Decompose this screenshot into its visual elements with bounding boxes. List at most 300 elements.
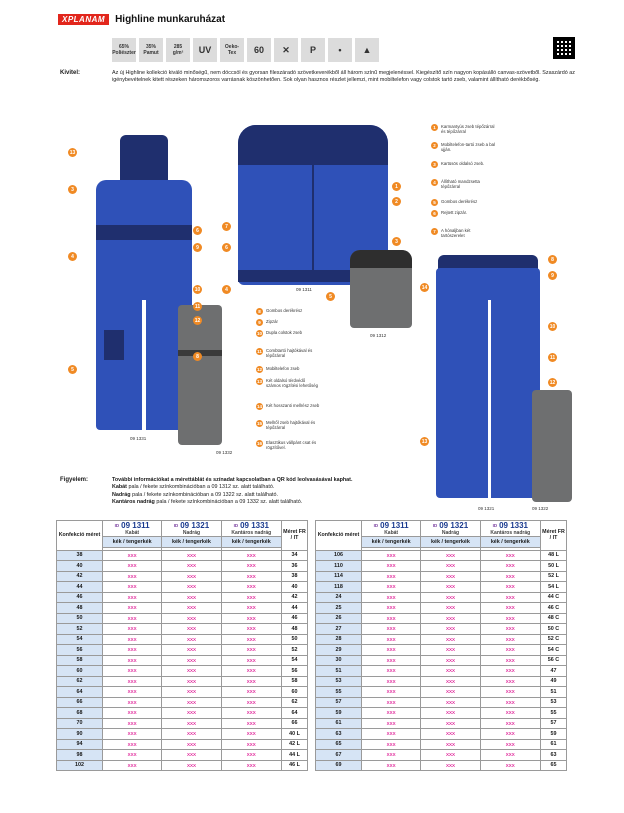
product-code (363, 521, 419, 530)
fr-size-cell: 42 (282, 592, 308, 603)
product-code (163, 521, 219, 530)
callout-marker: 4 (68, 252, 77, 261)
availability-mark: XXX (362, 645, 421, 656)
fr-size-cell: 47 (541, 666, 567, 677)
feature-text: Rejtett zipzár. (441, 210, 468, 215)
product-prefix: ID (492, 523, 498, 529)
product-code (482, 521, 539, 530)
fr-size-cell: 50 L (541, 561, 567, 572)
size-cell: 56 (57, 645, 103, 656)
size-cell: 110 (316, 561, 362, 572)
size-cell: 68 (57, 708, 103, 719)
callout-marker: 9 (548, 271, 557, 280)
availability-mark: XXX (480, 708, 540, 719)
availability-mark: XXX (103, 550, 162, 561)
availability-mark: XXX (362, 550, 421, 561)
fr-size-cell: 66 (282, 718, 308, 729)
fr-size-cell: 34 (282, 550, 308, 561)
availability-mark: XXX (421, 655, 480, 666)
availability-mark: XXX (362, 750, 421, 761)
availability-mark: XXX (162, 613, 221, 624)
fr-size-cell: 61 (541, 739, 567, 750)
availability-mark: XXX (480, 655, 540, 666)
availability-mark: XXX (162, 624, 221, 635)
size-cell: 114 (316, 571, 362, 582)
feature-text: Zipzár (266, 319, 278, 324)
table-row (57, 624, 308, 635)
callout-marker: 5 (68, 365, 77, 374)
fr-size-cell: 44 (282, 603, 308, 614)
fr-size-cell: 55 (541, 708, 567, 719)
availability-mark: XXX (103, 708, 162, 719)
availability-mark: XXX (162, 687, 221, 698)
availability-mark: XXX (421, 634, 480, 645)
feature-number: 5 (431, 199, 438, 206)
table-header-row (57, 521, 308, 537)
feature-item (256, 348, 320, 359)
fr-size-cell: 58 (282, 676, 308, 687)
availability-mark: XXX (221, 561, 281, 572)
table-row (57, 760, 308, 771)
availability-mark: XXX (421, 561, 480, 572)
product-prefix: ID (114, 523, 120, 529)
product-code-text: 09 1331 (499, 521, 528, 530)
table-row (57, 708, 308, 719)
availability-mark: XXX (103, 760, 162, 771)
availability-mark: XXX (480, 645, 540, 656)
fr-size-cell: 46 (282, 613, 308, 624)
table-row (316, 613, 567, 624)
overall-code: 09 1331 (130, 436, 147, 441)
size-cell: 66 (57, 697, 103, 708)
availability-mark: XXX (421, 687, 480, 698)
availability-mark: XXX (162, 603, 221, 614)
feature-item (431, 179, 495, 190)
feature-item (431, 142, 495, 153)
availability-mark: XXX (480, 729, 540, 740)
availability-mark: XXX (162, 697, 221, 708)
fr-size-cell: 54 C (541, 645, 567, 656)
spec-box: P (301, 38, 325, 62)
size-cell: 28 (316, 634, 362, 645)
fr-size-cell: 52 (282, 645, 308, 656)
availability-mark: XXX (221, 739, 281, 750)
konf-header: Konfekció méret (57, 521, 103, 551)
fr-header: Méret FR / IT (541, 521, 567, 551)
table-row (316, 645, 567, 656)
availability-mark: XXX (362, 739, 421, 750)
description-label: Kivitel: (60, 70, 81, 76)
callout-marker: 12 (549, 379, 556, 386)
availability-mark: XXX (421, 571, 480, 582)
callout-marker: 3 (392, 237, 401, 246)
product-code-text: 09 1311 (121, 521, 150, 530)
fr-size-cell: 56 (282, 666, 308, 677)
page-header (58, 14, 225, 25)
fr-size-cell: 48 (282, 624, 308, 635)
fr-size-cell: 44 C (541, 592, 567, 603)
availability-mark: XXX (103, 645, 162, 656)
feature-number: 14 (256, 403, 262, 409)
size-cell: 26 (316, 613, 362, 624)
table-row (57, 634, 308, 645)
feature-number: 12 (256, 366, 262, 372)
fr-header: Méret FR / IT (282, 521, 308, 551)
feature-text: A hónaljban két tartószerelet (441, 228, 471, 239)
availability-mark: XXX (480, 750, 540, 761)
size-cell: 60 (57, 666, 103, 677)
table-row (57, 697, 308, 708)
table-row (316, 624, 567, 635)
availability-mark: XXX (103, 718, 162, 729)
availability-mark: XXX (480, 550, 540, 561)
fr-size-cell: 48 L (541, 550, 567, 561)
feature-item (256, 403, 320, 410)
fr-size-cell: 50 C (541, 624, 567, 635)
fr-size-cell: 36 (282, 561, 308, 572)
size-cell: 46 (57, 592, 103, 603)
availability-mark: XXX (103, 613, 162, 624)
availability-mark: XXX (221, 613, 281, 624)
callout-marker: 14 (421, 284, 428, 291)
availability-mark: XXX (103, 687, 162, 698)
feature-item (256, 308, 320, 315)
availability-mark: XXX (421, 550, 480, 561)
availability-mark: XXX (162, 729, 221, 740)
size-cell: 63 (316, 729, 362, 740)
availability-mark: XXX (103, 655, 162, 666)
callout-marker: 7 (222, 222, 231, 231)
page-title: Highline munkaruházat (115, 14, 226, 25)
jacket-grey-code: 09 1312 (370, 333, 387, 338)
availability-mark: XXX (103, 666, 162, 677)
fr-size-cell: 51 (541, 687, 567, 698)
availability-mark: XXX (162, 582, 221, 593)
callout-marker: 9 (193, 243, 202, 252)
availability-mark: XXX (480, 676, 540, 687)
table-header-row (316, 521, 567, 537)
availability-mark: XXX (480, 603, 540, 614)
feature-text: Állítható mandzsetta tépőzárral (441, 179, 480, 190)
callout-marker: 13 (421, 438, 428, 445)
callout-marker: 6 (193, 226, 202, 235)
availability-mark: XXX (421, 666, 480, 677)
note-text (112, 477, 492, 506)
table-row (57, 718, 308, 729)
availability-mark: XXX (362, 655, 421, 666)
table-row (57, 592, 308, 603)
feature-number: 7 (431, 228, 438, 235)
availability-mark: XXX (421, 592, 480, 603)
table-row (316, 550, 567, 561)
size-cell: 90 (57, 729, 103, 740)
table-row (57, 613, 308, 624)
table-row (57, 571, 308, 582)
product-name: Kabát (125, 530, 140, 536)
product-name: Kantáros nadrág (231, 530, 272, 536)
feature-item (256, 378, 320, 389)
size-cell: 29 (316, 645, 362, 656)
feature-number: 11 (257, 348, 262, 354)
size-cell: 61 (316, 718, 362, 729)
product-header (480, 521, 540, 537)
feature-text: Elasztikus vállpánt csat és rögzítővel. (266, 440, 317, 451)
fr-size-cell: 49 (541, 676, 567, 687)
product-code-text: 09 1331 (240, 521, 269, 530)
size-cell: 106 (316, 550, 362, 561)
size-cell: 59 (316, 708, 362, 719)
note-line-4: Kantáros nadrág pala / fekete színkombinációban a 09 1332 sz. alatt található. (112, 498, 303, 505)
size-cell: 52 (57, 624, 103, 635)
availability-mark: XXX (421, 613, 480, 624)
fr-size-cell: 57 (541, 718, 567, 729)
fr-size-cell: 54 (282, 655, 308, 666)
table-row (57, 739, 308, 750)
table-row (316, 603, 567, 614)
availability-mark: XXX (362, 708, 421, 719)
callout-marker: 2 (392, 197, 401, 206)
table-row (57, 687, 308, 698)
size-table-right (315, 520, 567, 771)
size-cell: 40 (57, 561, 103, 572)
fr-size-cell: 40 L (282, 729, 308, 740)
availability-mark: XXX (162, 634, 221, 645)
availability-mark: XXX (480, 613, 540, 624)
availability-mark: XXX (162, 550, 221, 561)
fr-size-cell: 48 C (541, 613, 567, 624)
availability-mark: XXX (480, 624, 540, 635)
table-row (316, 718, 567, 729)
fr-size-cell: 44 L (282, 750, 308, 761)
overall-grey-code: 09 1332 (216, 450, 233, 455)
fr-size-cell: 50 (282, 634, 308, 645)
availability-mark: XXX (221, 676, 281, 687)
callout-marker: 12 (194, 317, 201, 324)
availability-mark: XXX (162, 561, 221, 572)
availability-mark: XXX (362, 718, 421, 729)
product-code-text: 09 1311 (380, 521, 409, 530)
callout-marker: 3 (68, 185, 77, 194)
availability-mark: XXX (221, 687, 281, 698)
table-row (57, 561, 308, 572)
availability-mark: XXX (221, 571, 281, 582)
feature-item (431, 161, 495, 168)
availability-mark: XXX (162, 655, 221, 666)
product-header (362, 521, 421, 537)
table-row (316, 697, 567, 708)
availability-mark: XXX (162, 645, 221, 656)
note-line-3: Nadrág pala / fekete színkombinációban a 09 1322 sz. alatt található. (112, 491, 279, 498)
fr-size-cell: 46 C (541, 603, 567, 614)
size-cell: 118 (316, 582, 362, 593)
callout-marker: 4 (222, 285, 231, 294)
availability-mark: XXX (362, 571, 421, 582)
feature-text: Dupla colstok zseb (266, 330, 303, 335)
size-cell: 44 (57, 582, 103, 593)
feature-text: Combtartó hajtókával és tépőzárral (266, 348, 313, 359)
availability-mark: XXX (421, 697, 480, 708)
feature-item (256, 440, 320, 451)
availability-mark: XXX (221, 697, 281, 708)
feature-number: 6 (431, 210, 438, 217)
size-cell: 24 (316, 592, 362, 603)
note-line-2: Kabát pala / fekete színkombinációban a 09 1312 sz. alatt található. (112, 484, 275, 491)
size-cell: 48 (57, 603, 103, 614)
product-code (223, 521, 280, 530)
product-name: Kantáros nadrág (490, 530, 531, 536)
fr-size-cell: 42 L (282, 739, 308, 750)
product-prefix: ID (173, 523, 179, 529)
note-label: Figyelem: (60, 477, 89, 483)
table-row (57, 729, 308, 740)
product-code (422, 521, 478, 530)
availability-mark: XXX (421, 750, 480, 761)
availability-mark: XXX (162, 592, 221, 603)
spec-box: • (328, 38, 352, 62)
feature-item (256, 366, 320, 373)
availability-mark: XXX (362, 592, 421, 603)
availability-mark: XXX (362, 624, 421, 635)
size-cell: 70 (57, 718, 103, 729)
color-label: kék / tengerkék (221, 537, 281, 548)
size-cell: 98 (57, 750, 103, 761)
size-cell: 102 (57, 760, 103, 771)
feature-number: 10 (256, 330, 262, 336)
availability-mark: XXX (421, 582, 480, 593)
product-header (221, 521, 281, 537)
availability-mark: XXX (162, 708, 221, 719)
table-row (57, 666, 308, 677)
spec-box: 60 (247, 38, 271, 62)
konf-header: Konfekció méret (316, 521, 362, 551)
fr-size-cell: 52 L (541, 571, 567, 582)
table-row (316, 676, 567, 687)
availability-mark: XXX (221, 603, 281, 614)
callout-marker: 10 (194, 286, 201, 293)
availability-mark: XXX (162, 718, 221, 729)
table-row (57, 750, 308, 761)
fr-size-cell: 40 (282, 582, 308, 593)
feature-number: 2 (431, 142, 438, 149)
availability-mark: XXX (480, 592, 540, 603)
availability-mark: XXX (103, 676, 162, 687)
availability-mark: XXX (480, 718, 540, 729)
availability-mark: XXX (103, 561, 162, 572)
availability-mark: XXX (421, 645, 480, 656)
color-label: kék / tengerkék (162, 537, 221, 548)
availability-mark: XXX (103, 624, 162, 635)
availability-mark: XXX (103, 603, 162, 614)
table-row (316, 655, 567, 666)
availability-mark: XXX (221, 666, 281, 677)
feature-number: 4 (431, 179, 438, 186)
size-table-left (56, 520, 308, 771)
table-row (316, 634, 567, 645)
spec-box: ✕ (274, 38, 298, 62)
table-row (316, 592, 567, 603)
availability-mark: XXX (162, 760, 221, 771)
availability-mark: XXX (480, 666, 540, 677)
availability-mark: XXX (103, 750, 162, 761)
availability-mark: XXX (362, 697, 421, 708)
feature-text: Gombos derékrész (441, 199, 478, 204)
size-cell: 27 (316, 624, 362, 635)
feature-text: Mobiltelefon-tartó zseb a bal ujján. (441, 142, 495, 153)
availability-mark: XXX (362, 634, 421, 645)
availability-mark: XXX (221, 750, 281, 761)
availability-mark: XXX (480, 760, 540, 771)
availability-mark: XXX (221, 645, 281, 656)
size-cell: 57 (316, 697, 362, 708)
availability-mark: XXX (221, 708, 281, 719)
callout-marker: 6 (222, 243, 231, 252)
table-row (316, 729, 567, 740)
availability-mark: XXX (362, 561, 421, 572)
feature-item (431, 228, 495, 239)
brand-logo: XPLANAM (58, 14, 109, 25)
availability-mark: XXX (103, 582, 162, 593)
table-row (316, 687, 567, 698)
feature-text: Kartüsös oldalsó zseb. (441, 161, 485, 166)
size-cell: 58 (57, 655, 103, 666)
availability-mark: XXX (362, 676, 421, 687)
callout-marker: 8 (193, 352, 202, 361)
size-cell: 54 (57, 634, 103, 645)
availability-mark: XXX (103, 592, 162, 603)
product-header (162, 521, 221, 537)
availability-mark: XXX (480, 561, 540, 572)
product-code-text: 09 1321 (180, 521, 210, 530)
table-row (57, 550, 308, 561)
fr-size-cell: 56 C (541, 655, 567, 666)
availability-mark: XXX (162, 750, 221, 761)
qr-code[interactable] (553, 37, 575, 59)
availability-mark: XXX (362, 666, 421, 677)
availability-mark: XXX (421, 760, 480, 771)
trousers-grey-code: 09 1322 (532, 506, 549, 511)
availability-mark: XXX (162, 666, 221, 677)
size-cell: 55 (316, 687, 362, 698)
spec-box: 285 g/m² (166, 38, 190, 62)
availability-mark: XXX (421, 603, 480, 614)
table-row (316, 571, 567, 582)
table-row (316, 582, 567, 593)
availability-mark: XXX (221, 718, 281, 729)
availability-mark: XXX (421, 676, 480, 687)
feature-number: 3 (431, 161, 438, 168)
product-prefix: ID (373, 523, 379, 529)
availability-mark: XXX (362, 603, 421, 614)
fr-size-cell: 46 L (282, 760, 308, 771)
product-code (104, 521, 160, 530)
availability-mark: XXX (421, 708, 480, 719)
product-header (103, 521, 162, 537)
feature-text: Mellről zseb hajtókával és tépőzárral (266, 420, 316, 431)
table-row (316, 739, 567, 750)
size-cell: 53 (316, 676, 362, 687)
fr-size-cell: 38 (282, 571, 308, 582)
feature-text: Két hosszanti mellrész zseb (266, 403, 320, 408)
spec-box: 65% Poliészter (112, 38, 136, 62)
trousers-code: 09 1321 (478, 506, 495, 511)
callout-marker: 10 (549, 323, 556, 330)
color-label: kék / tengerkék (103, 537, 162, 548)
spec-box: 35% Pamut (139, 38, 163, 62)
availability-mark: XXX (362, 760, 421, 771)
feature-text: Mobiltelefon zseb (266, 366, 300, 371)
size-cell: 64 (57, 687, 103, 698)
size-cell: 67 (316, 750, 362, 761)
